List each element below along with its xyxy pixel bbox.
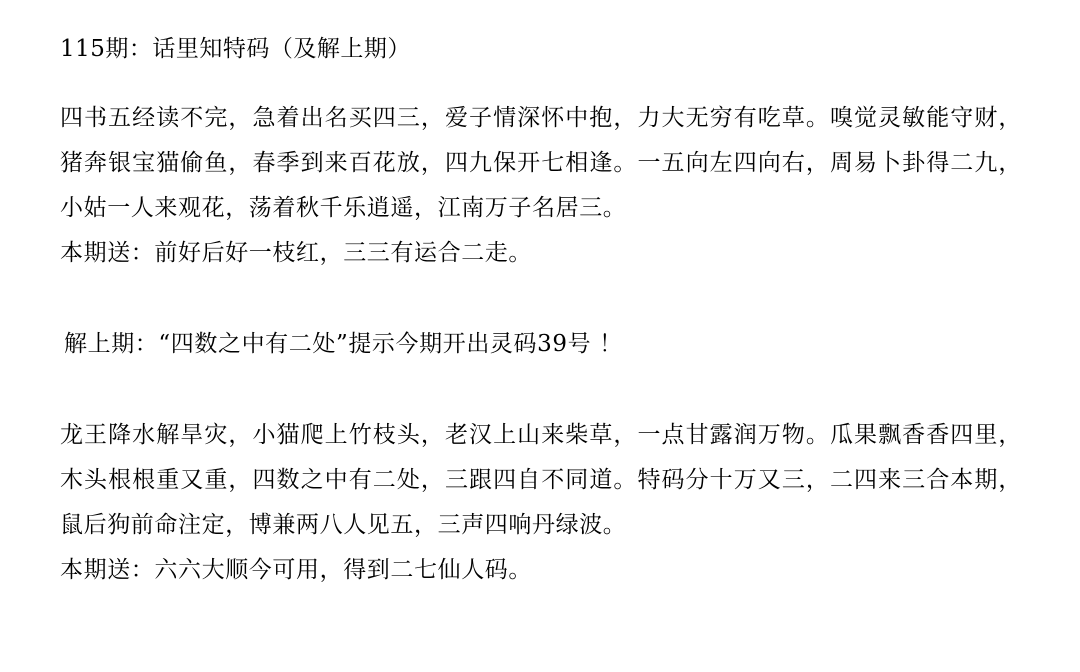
previous-issue-send: [60, 548, 1022, 593]
current-issue-send: [60, 231, 1022, 276]
page-title: 115期：话里知特码（及解上期）: [60, 36, 411, 62]
current-issue-verse: 四书五经读不完，急着出名买四三，爱子情深怀中抱，力大无穷有吃草。嗅觉灵敏能守财，猪奔银宝猫偷鱼，春季到来百花放，四九保开七相逢。一五向左四向右，周易卜卦得二九，小姑一人来观花，荡着秋千乐逍遥，江南万子名居三。: [60, 105, 1022, 221]
previous-issue-send-text: 六六大顺今可用，得到二七仙人码。: [154, 557, 533, 583]
section-gap-2: [60, 367, 1022, 413]
previous-issue-solve: [60, 322, 1022, 367]
current-issue-send-label: 本期送：: [60, 240, 155, 266]
previous-issue-solve-label: 解上期：: [64, 331, 159, 357]
current-issue-send-text: 前好后好一枝红，三三有运合二走。: [154, 240, 533, 266]
previous-issue-send-label: 本期送：: [60, 557, 155, 583]
previous-issue-solve-text: “四数之中有二处”提示今期开出灵码39号 ！: [158, 331, 623, 357]
title-gap: [60, 66, 1022, 96]
previous-issue-verse: 龙王降水解旱灾，小猫爬上竹枝头，老汉上山来柴草，一点甘露润万物。瓜果飘香香四里，木头根根重又重，四数之中有二处，三跟四自不同道。特码分十万又三，二四来三合本期，鼠后狗前命注定，博兼两八人见五，三声四响丹绿波。: [60, 422, 1022, 538]
section-gap-1: [60, 276, 1022, 322]
